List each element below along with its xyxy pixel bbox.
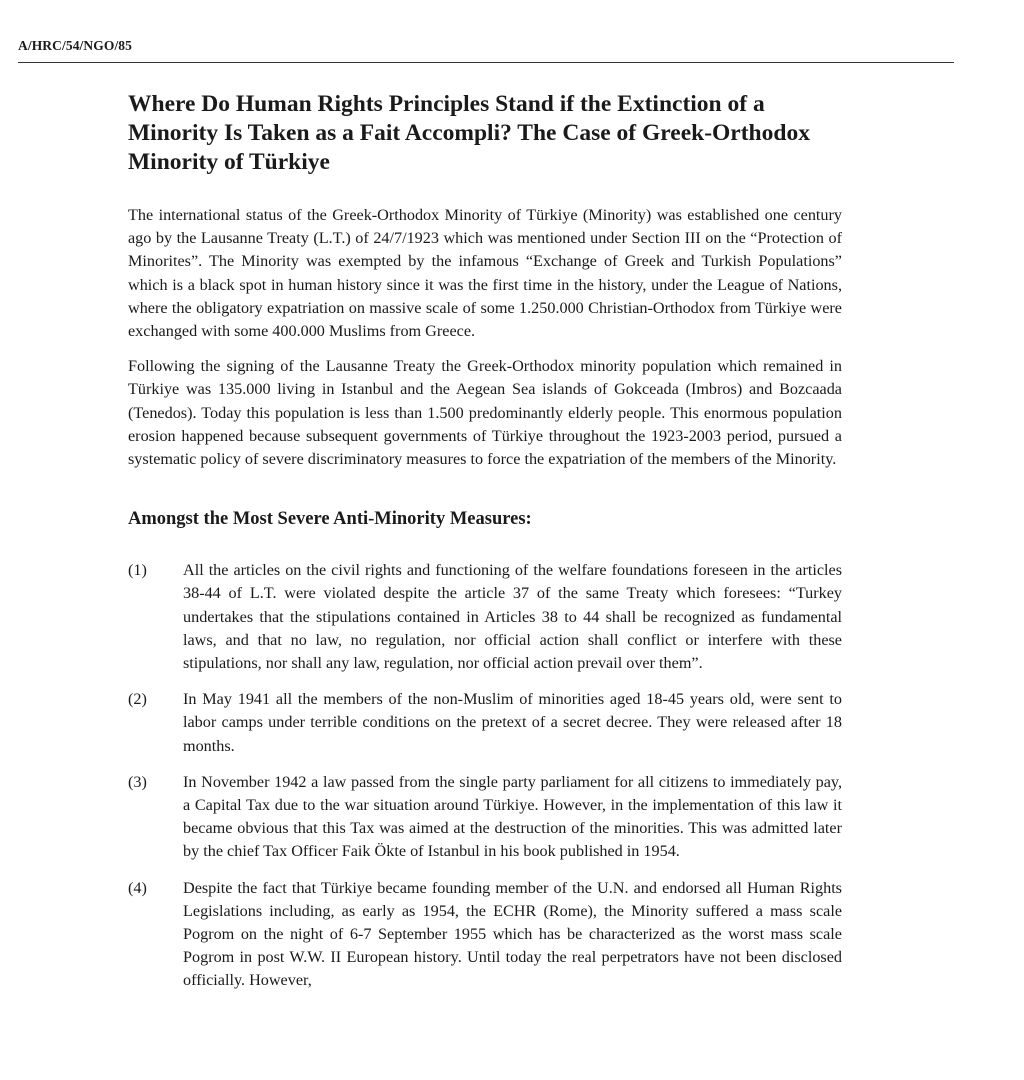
list-item-number: (2) bbox=[128, 690, 147, 709]
list-item-number: (1) bbox=[128, 561, 147, 580]
document-body bbox=[128, 90, 842, 993]
list-item bbox=[128, 877, 842, 993]
list-item-number: (4) bbox=[128, 878, 147, 897]
list-item-text: In May 1941 all the members of the non-Muslim of minorities aged 18-45 years old, were sent to labor camps under terrible conditions on the pretext of a secret decree. They were released after 18 months. bbox=[183, 690, 842, 755]
list-item bbox=[128, 771, 842, 864]
list-item-text: All the articles on the civil rights and functioning of the welfare foundations foreseen in the articles 38-44 of L.T. were violated despite the article 37 of the same Treaty which foresees: “Turkey undertakes that the stipulations contained in Articles 38 to 44 shall be recognized as fundamental laws, and that no law, no regulation, nor official action shall conflict or interfere with these stipulations, nor shall any law, regulation, nor official action prevail over them”. bbox=[183, 561, 842, 673]
list-item-number: (3) bbox=[128, 772, 147, 791]
list-item bbox=[128, 559, 842, 675]
document-symbol: A/HRC/54/NGO/85 bbox=[18, 38, 133, 53]
intro-paragraph-1: The international status of the Greek-Orthodox Minority of Türkiye (Minority) was established one century ago by the Lausanne Treaty (L.T.) of 24/7/1923 which was mentioned under Section III on the “Protection of Minorites”. The Minority was exempted by the infamous “Exchange of Greek and Turkish Populations” which is a black spot in human history since it was the first time in the history, under the League of Nations, where the obligatory expatriation on massive scale of some 1.250.000 Christian-Orthodox from Türkiye were exchanged with some 400.000 Muslims from Greece. bbox=[128, 206, 842, 341]
header-divider bbox=[18, 62, 954, 63]
intro-paragraph-2: Following the signing of the Lausanne Treaty the Greek-Orthodox minority population which remained in Türkiye was 135.000 living in Istanbul and the Aegean Sea islands of Gokceada (Imbros) and Bozcaada (Tenedos). Today this population is less than 1.500 predominantly elderly people. This enormous population erosion happened because subsequent governments of Türkiye throughout the 1923-2003 period, pursued a systematic policy of severe discriminatory measures to force the expatriation of the members of the Minority. bbox=[128, 357, 842, 469]
list-item bbox=[128, 688, 842, 758]
section-heading: Amongst the Most Severe Anti-Minority Measures: bbox=[128, 509, 532, 530]
list-item-text: Despite the fact that Türkiye became founding member of the U.N. and endorsed all Human Rights Legislations including, as early as 1954, the ECHR (Rome), the Minority suffered a mass scale Pogrom on the night of 6-7 September 1955 which has be characterized as the worst mass scale Pogrom in post W.W. II European history. Until today the real perpetrators have not been disclosed officially. However, bbox=[183, 878, 842, 990]
document-title: Where Do Human Rights Principles Stand if the Extinction of a Minority Is Taken as a Fait Accompli? The Case of Greek-Orthodox Minority of Türkiye bbox=[128, 91, 810, 175]
list-item-text: In November 1942 a law passed from the single party parliament for all citizens to immediately pay, a Capital Tax due to the war situation around Türkiye. However, in the implementation of this law it became obvious that this Tax was aimed at the destruction of the minorities. This was admitted later by the chief Tax Officer Faik Ökte of Istanbul in his book published in 1954. bbox=[183, 772, 842, 861]
